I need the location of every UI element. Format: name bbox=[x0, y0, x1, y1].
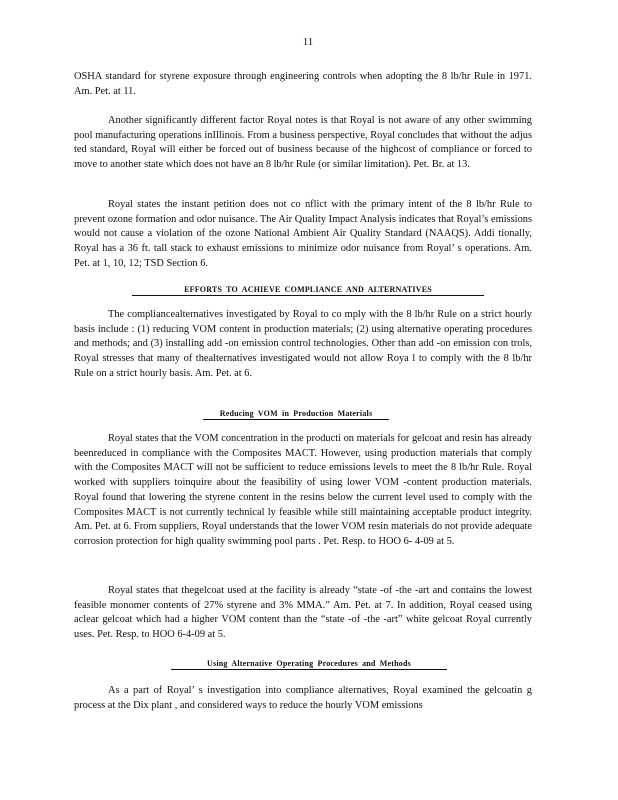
paragraph: OSHA standard for styrene exposure through engineering controls when adopting the 8 lb/hr Rule in 1971. Am. Pet. at 11. bbox=[74, 71, 532, 97]
section-heading: EFFORTS TO ACHIEVE COMPLIANCE AND ALTERNATIVES bbox=[132, 284, 484, 296]
page-number: 11 bbox=[302, 36, 314, 48]
paragraph: Royal states the instant petition does not co nflict with the primary intent of the 8 lb/hr Rule to prevent ozone formation and odor nuisance. The Air Quality Impact Analysis indicates that Royal’s emissions would not cause a violation of the ozone National Ambient Air Quality Standard (NAAQS). Addi tionally, Royal has a 36 ft. tall stack to exhaust emissions to minimize odor nuisance from Royal’ s operations. Am. Pet. at 1, 10, 12; TSD Section 6. bbox=[74, 199, 532, 269]
paragraph: The compliancealternatives investigated by Royal to co mply with the 8 lb/hr Rule on a strict hourly basis include : (1) reducing VOM content in production materials; (2) using alternative operating procedures and methods; and (3) installing add -on emission control technologies. Other than add -on emission con trols, Royal stresses that many of thealternatives investigated would not allow Roya l to comply with the 8 lb/hr Rule on a strict hourly basis. Am. Pet. at 6. bbox=[74, 309, 532, 379]
subsection-heading: Using Alternative Operating Procedures and Methods bbox=[171, 658, 447, 670]
paragraph: Royal states that the VOM concentration in the producti on materials for gelcoat and resin has already beenreduced in compliance with the Composites MACT. However, using production materials that comply with the Composites MACT will not be sufficient to reduce emissions levels to meet the 8 lb/hr Rule. Royal worked with suppliers toinquire about the feasibility of using lower VOM -content production materials. Royal found that lowering the styrene content in the resins below the current level used to comply with the Composites MACT is not currently technical ly feasible while still maintaining acceptable product integrity. Am. Pet. at 6. From suppliers, Royal understands that the lower VOM resin materials do not provide adequate corrosion protection for high quality swimming pool parts . Pet. Resp. to HOO 6- 4-09 at 5. bbox=[74, 433, 532, 547]
paragraph: Royal states that thegelcoat used at the facility is already “state -of -the -art and contains the lowest feasible monomer contents of 27% styrene and 3% MMA.” Am. Pet. at 7. In addition, Royal ceased using aclear gelcoat which had a higher VOM content than the “state -of -the -art” white gelcoat Royal currently uses. Pet. Resp. to HOO 6-4-09 at 5. bbox=[74, 585, 532, 641]
paragraph: Another significantly different factor Royal notes is that Royal is not aware of any other swimming pool manufacturing operations inIllinois. From a business perspective, Royal concludes that without the adjus ted standard, Royal will either be forced out of business because of the highcost of compliance or forced to move to another state which does not have an 8 lb/hr Rule (or similar limitation). Pet. Br. at 13. bbox=[74, 115, 532, 171]
subsection-heading: Reducing VOM in Production Materials bbox=[203, 408, 389, 420]
paragraph: As a part of Royal’ s investigation into compliance alternatives, Royal examined the gelcoatin g process at the Dix plant , and considered ways to reduce the hourly VOM emissions bbox=[74, 685, 532, 711]
